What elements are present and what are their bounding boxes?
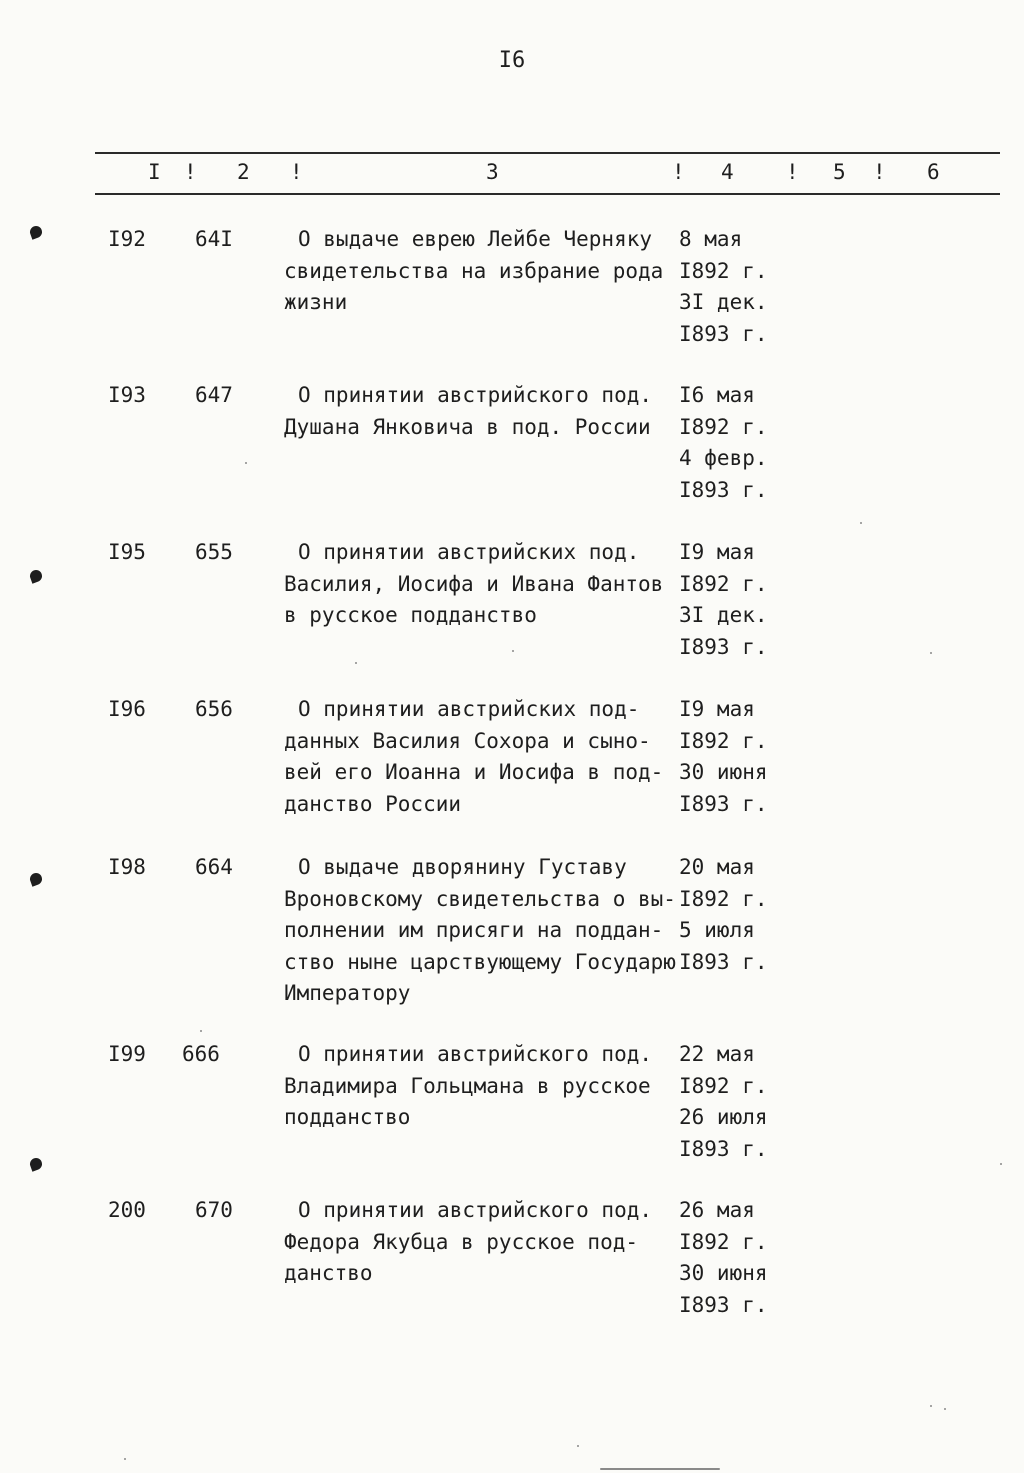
column-separator: ! xyxy=(290,160,303,184)
file-number: 647 xyxy=(195,383,233,407)
title-line: О выдаче дворянину Густаву xyxy=(298,855,627,879)
entry-dates xyxy=(679,694,789,820)
file-number: 664 xyxy=(195,855,233,879)
entry-title xyxy=(284,1039,674,1134)
column-header-3: 3 xyxy=(486,160,499,184)
title-line: Василия, Иосифа и Ивана Фантов xyxy=(284,571,664,596)
title-line: данных Василия Сохора и сыно- xyxy=(284,728,651,753)
binding-hole-mark xyxy=(28,568,43,583)
column-separator: ! xyxy=(184,160,197,184)
date-line: I9 мая xyxy=(679,697,755,721)
date-line: I6 мая xyxy=(679,383,755,407)
entry-title xyxy=(284,537,674,632)
date-line: 22 мая xyxy=(679,1042,755,1066)
file-number: 656 xyxy=(195,697,233,721)
title-line: жизни xyxy=(284,290,348,314)
date-line: I9 мая xyxy=(679,540,755,564)
title-line: О выдаче еврею Лейбе Черняку xyxy=(298,227,653,251)
column-header-4: 4 xyxy=(721,160,734,184)
entry-dates xyxy=(679,537,789,663)
entry-number: I93 xyxy=(108,383,146,407)
title-line: полнении им присяги на поддан- xyxy=(284,918,664,942)
file-number: 655 xyxy=(195,540,233,564)
date-line: 5 июля xyxy=(679,918,755,942)
date-line: I893 г. xyxy=(679,791,768,816)
file-number: 666 xyxy=(182,1042,220,1066)
page-number: I6 xyxy=(498,48,526,73)
entry-dates xyxy=(679,380,789,506)
column-header-2: 2 xyxy=(237,160,250,184)
entry-title xyxy=(284,224,674,319)
entry-number: I92 xyxy=(108,227,146,251)
date-line: I892 г. xyxy=(679,886,768,911)
date-line: I892 г. xyxy=(679,571,768,596)
date-line: 26 июля xyxy=(679,1105,768,1129)
date-line: 26 мая xyxy=(679,1198,755,1222)
title-line: О принятии австрийских под. xyxy=(298,540,640,564)
date-line: I892 г. xyxy=(679,258,768,283)
title-line: ство ныне царствующему Государю xyxy=(284,949,676,974)
column-separator: ! xyxy=(672,160,685,184)
title-line: О принятии австрийского под. xyxy=(298,1042,653,1066)
table-header-rule xyxy=(95,193,1000,195)
date-line: I892 г. xyxy=(679,1229,768,1254)
date-line: 20 мая xyxy=(679,855,755,879)
date-line: I893 г. xyxy=(679,321,768,346)
date-line: 30 июня xyxy=(679,1261,768,1285)
entry-title xyxy=(284,380,674,443)
date-line: 8 мая xyxy=(679,227,743,251)
table-header-row xyxy=(0,160,1024,188)
title-line: Императору xyxy=(284,981,411,1005)
file-number: 64I xyxy=(195,227,233,251)
date-line: I893 г. xyxy=(679,1136,768,1161)
table-top-rule xyxy=(95,152,1000,154)
title-line: данство России xyxy=(284,791,462,816)
entry-title xyxy=(284,1195,674,1290)
date-line: I892 г. xyxy=(679,728,768,753)
title-line: О принятии австрийского под. xyxy=(298,1198,653,1222)
date-line: I893 г. xyxy=(679,1292,768,1317)
date-line: I892 г. xyxy=(679,414,768,439)
entry-dates xyxy=(679,224,789,350)
date-line: 4 февр. xyxy=(679,446,768,470)
title-line: в русское подданство xyxy=(284,603,537,627)
title-line: О принятии австрийского под. xyxy=(298,383,653,407)
date-line: I893 г. xyxy=(679,949,768,974)
entry-number: I96 xyxy=(108,697,146,721)
date-line: I893 г. xyxy=(679,477,768,502)
title-line: вей его Иоанна и Иосифа в под- xyxy=(284,760,664,784)
entry-number: I98 xyxy=(108,855,146,879)
title-line: Федора Якубца в русское под- xyxy=(284,1229,639,1254)
title-line: данство xyxy=(284,1261,373,1285)
column-header-1: I xyxy=(148,160,161,184)
title-line: Душана Янковича в под. России xyxy=(284,414,651,439)
title-line: подданство xyxy=(284,1105,411,1129)
column-header-6: 6 xyxy=(927,160,940,184)
binding-hole-mark xyxy=(28,224,43,239)
binding-hole-mark xyxy=(28,1156,43,1171)
date-line: 3I дек. xyxy=(679,603,768,627)
entry-dates xyxy=(679,852,789,978)
column-separator: ! xyxy=(873,160,886,184)
column-header-5: 5 xyxy=(833,160,846,184)
entry-number: I95 xyxy=(108,540,146,564)
entry-number: I99 xyxy=(108,1042,146,1066)
date-line: I892 г. xyxy=(679,1073,768,1098)
date-line: I893 г. xyxy=(679,634,768,659)
title-line: свидетельства на избрание рода xyxy=(284,258,664,283)
date-line: 3I дек. xyxy=(679,290,768,314)
entry-dates xyxy=(679,1039,789,1165)
binding-hole-mark xyxy=(28,871,43,886)
date-line: 30 июня xyxy=(679,760,768,784)
file-number: 670 xyxy=(195,1198,233,1222)
title-line: Владимира Гольцмана в русское xyxy=(284,1073,651,1098)
entry-number: 200 xyxy=(108,1198,146,1222)
column-separator: ! xyxy=(786,160,799,184)
title-line: Вроновскому свидетельства о вы- xyxy=(284,886,676,911)
entry-dates xyxy=(679,1195,789,1321)
title-line: О принятии австрийских под- xyxy=(298,697,640,721)
entry-title xyxy=(284,694,674,820)
entry-title xyxy=(284,852,674,1010)
